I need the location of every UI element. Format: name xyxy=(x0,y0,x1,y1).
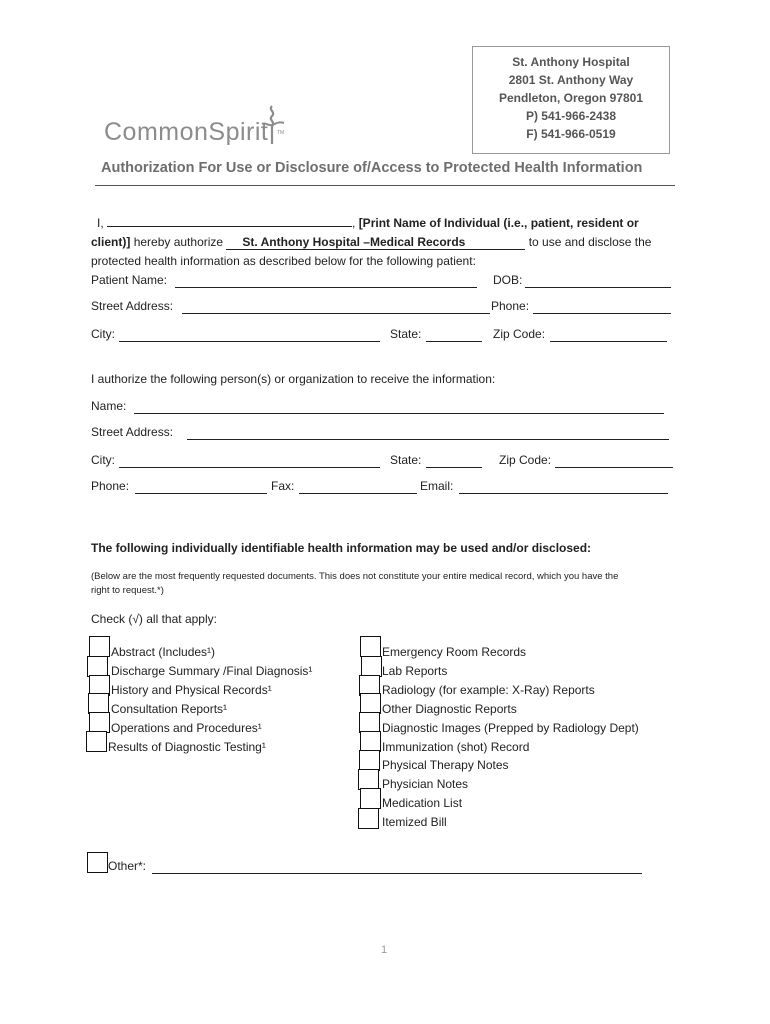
right-item-physician-notes: Physician Notes xyxy=(382,777,469,791)
client-bracket-text: client)] xyxy=(91,235,131,249)
recipient-street-label: Street Address: xyxy=(91,425,174,439)
checkbox-operations-procedures[interactable] xyxy=(89,712,110,733)
checkbox-immunization[interactable] xyxy=(360,731,381,752)
checkbox-diagnostic-images[interactable] xyxy=(359,712,380,733)
health-info-heading: The following individually identifiable health information may be used and/or disclosed: xyxy=(91,541,592,555)
patient-phone-label: Phone: xyxy=(491,299,530,313)
print-name-instruction: [Print Name of Individual (i.e., patient, resident or xyxy=(358,216,639,230)
recipient-state-label: State: xyxy=(390,453,422,467)
intro-line-2 xyxy=(91,235,651,249)
patient-state-label: State: xyxy=(390,327,422,341)
page-number: 1 xyxy=(381,944,388,956)
checkbox-abstract[interactable] xyxy=(89,636,110,657)
right-item-medication-list: Medication List xyxy=(382,796,463,810)
dob-label: DOB: xyxy=(493,273,523,287)
recipient-zip-label: Zip Code: xyxy=(499,453,552,467)
right-item-itemized-bill: Itemized Bill xyxy=(382,815,447,829)
patient-name-label: Patient Name: xyxy=(91,273,168,287)
checkbox-diagnostic-testing[interactable] xyxy=(86,731,107,752)
individual-name-field[interactable] xyxy=(107,216,352,227)
commonspirit-logo-icon xyxy=(258,104,288,148)
svg-text:TM: TM xyxy=(277,130,285,136)
checkbox-consultation-reports[interactable] xyxy=(88,693,109,714)
right-item-physical-therapy: Physical Therapy Notes xyxy=(382,758,509,772)
right-item-radiology-reports: Radiology (for example: X-Ray) Reports xyxy=(382,683,595,697)
left-item-abstract: Abstract (Includes¹) xyxy=(111,645,216,659)
right-item-other-diagnostic: Other Diagnostic Reports xyxy=(382,702,517,716)
recipient-intro: I authorize the following person(s) or organization to receive the information: xyxy=(91,372,496,386)
right-item-diagnostic-images: Diagnostic Images (Prepped by Radiology Dept) xyxy=(382,721,639,735)
recipient-zip-field[interactable] xyxy=(555,457,673,468)
patient-state-field[interactable] xyxy=(426,331,482,342)
right-item-emergency-room: Emergency Room Records xyxy=(382,645,527,659)
health-info-note-line-2: right to request.*) xyxy=(91,585,164,596)
recipient-city-field[interactable] xyxy=(119,457,380,468)
recipient-city-label: City: xyxy=(91,453,115,467)
checkbox-physician-notes[interactable] xyxy=(358,769,379,790)
patient-city-field[interactable] xyxy=(119,331,380,342)
recipient-name-label: Name: xyxy=(91,399,127,413)
checkbox-medication-list[interactable] xyxy=(360,788,381,809)
recipient-fax-label: Fax: xyxy=(271,479,295,493)
patient-phone-field[interactable] xyxy=(533,303,671,314)
patient-zip-label: Zip Code: xyxy=(493,327,546,341)
check-all-label: Check (√) all that apply: xyxy=(91,612,217,626)
other-field[interactable] xyxy=(152,863,642,874)
right-item-immunization: Immunization (shot) Record xyxy=(382,740,530,754)
recipient-phone-field[interactable] xyxy=(135,483,267,494)
recipient-email-field[interactable] xyxy=(459,483,668,494)
dob-field[interactable] xyxy=(525,277,671,288)
other-label: Other*: xyxy=(108,859,147,873)
checkbox-lab-reports[interactable] xyxy=(361,656,382,677)
title-divider xyxy=(95,185,675,186)
recipient-fax-field[interactable] xyxy=(299,483,417,494)
right-item-lab-reports: Lab Reports xyxy=(382,664,448,678)
recipient-email-label: Email: xyxy=(420,479,454,493)
left-item-history-physical: History and Physical Records¹ xyxy=(111,683,272,697)
checkbox-physical-therapy[interactable] xyxy=(359,750,380,771)
patient-zip-field[interactable] xyxy=(550,331,667,342)
checkbox-itemized-bill[interactable] xyxy=(358,808,379,829)
hospital-fax: F) 541-966-0519 xyxy=(526,127,616,141)
checkbox-discharge-summary[interactable] xyxy=(87,656,108,677)
to-use-text: to use and disclose the xyxy=(528,235,652,249)
checkbox-other-diagnostic[interactable] xyxy=(360,693,381,714)
hospital-street: 2801 St. Anthony Way xyxy=(508,73,634,87)
health-info-note-line-1: (Below are the most frequently requested documents. This does not constitute your entire medical record, which you have the xyxy=(91,571,619,582)
hospital-phone: P) 541-966-2438 xyxy=(525,109,617,123)
recipient-phone-label: Phone: xyxy=(91,479,130,493)
intro-line-3: protected health information as described below for the following patient: xyxy=(91,254,476,268)
hospital-name: St. Anthony Hospital xyxy=(512,55,630,69)
patient-street-field[interactable] xyxy=(182,303,490,314)
checkbox-emergency-room[interactable] xyxy=(360,636,381,657)
hospital-address-box xyxy=(472,46,670,154)
intro-line-1: I, , [Print Name of Individual (i.e., patient, resident or xyxy=(97,216,639,230)
left-item-discharge-summary: Discharge Summary /Final Diagnosis¹ xyxy=(111,664,313,678)
left-item-diagnostic-testing: Results of Diagnostic Testing¹ xyxy=(108,740,266,754)
patient-name-field[interactable] xyxy=(175,277,477,288)
left-item-consultation-reports: Consultation Reports¹ xyxy=(111,702,228,716)
checkbox-other[interactable] xyxy=(87,852,108,873)
authorized-party-field[interactable]: St. Anthony Hospital –Medical Records xyxy=(226,235,525,250)
patient-street-label: Street Address: xyxy=(91,299,174,313)
hospital-city: Pendleton, Oregon 97801 xyxy=(498,91,644,105)
recipient-street-field[interactable] xyxy=(187,429,669,440)
commonspirit-logo-text: CommonSpirit xyxy=(104,118,269,146)
left-item-operations-procedures: Operations and Procedures¹ xyxy=(111,721,262,735)
hereby-authorize-text: hereby authorize xyxy=(133,235,224,249)
recipient-state-field[interactable] xyxy=(426,457,482,468)
patient-city-label: City: xyxy=(91,327,115,341)
intro-i-prefix: I, xyxy=(97,216,104,230)
recipient-name-field[interactable] xyxy=(134,403,664,414)
document-title: Authorization For Use or Disclosure of/Access to Protected Health Information xyxy=(101,160,643,176)
